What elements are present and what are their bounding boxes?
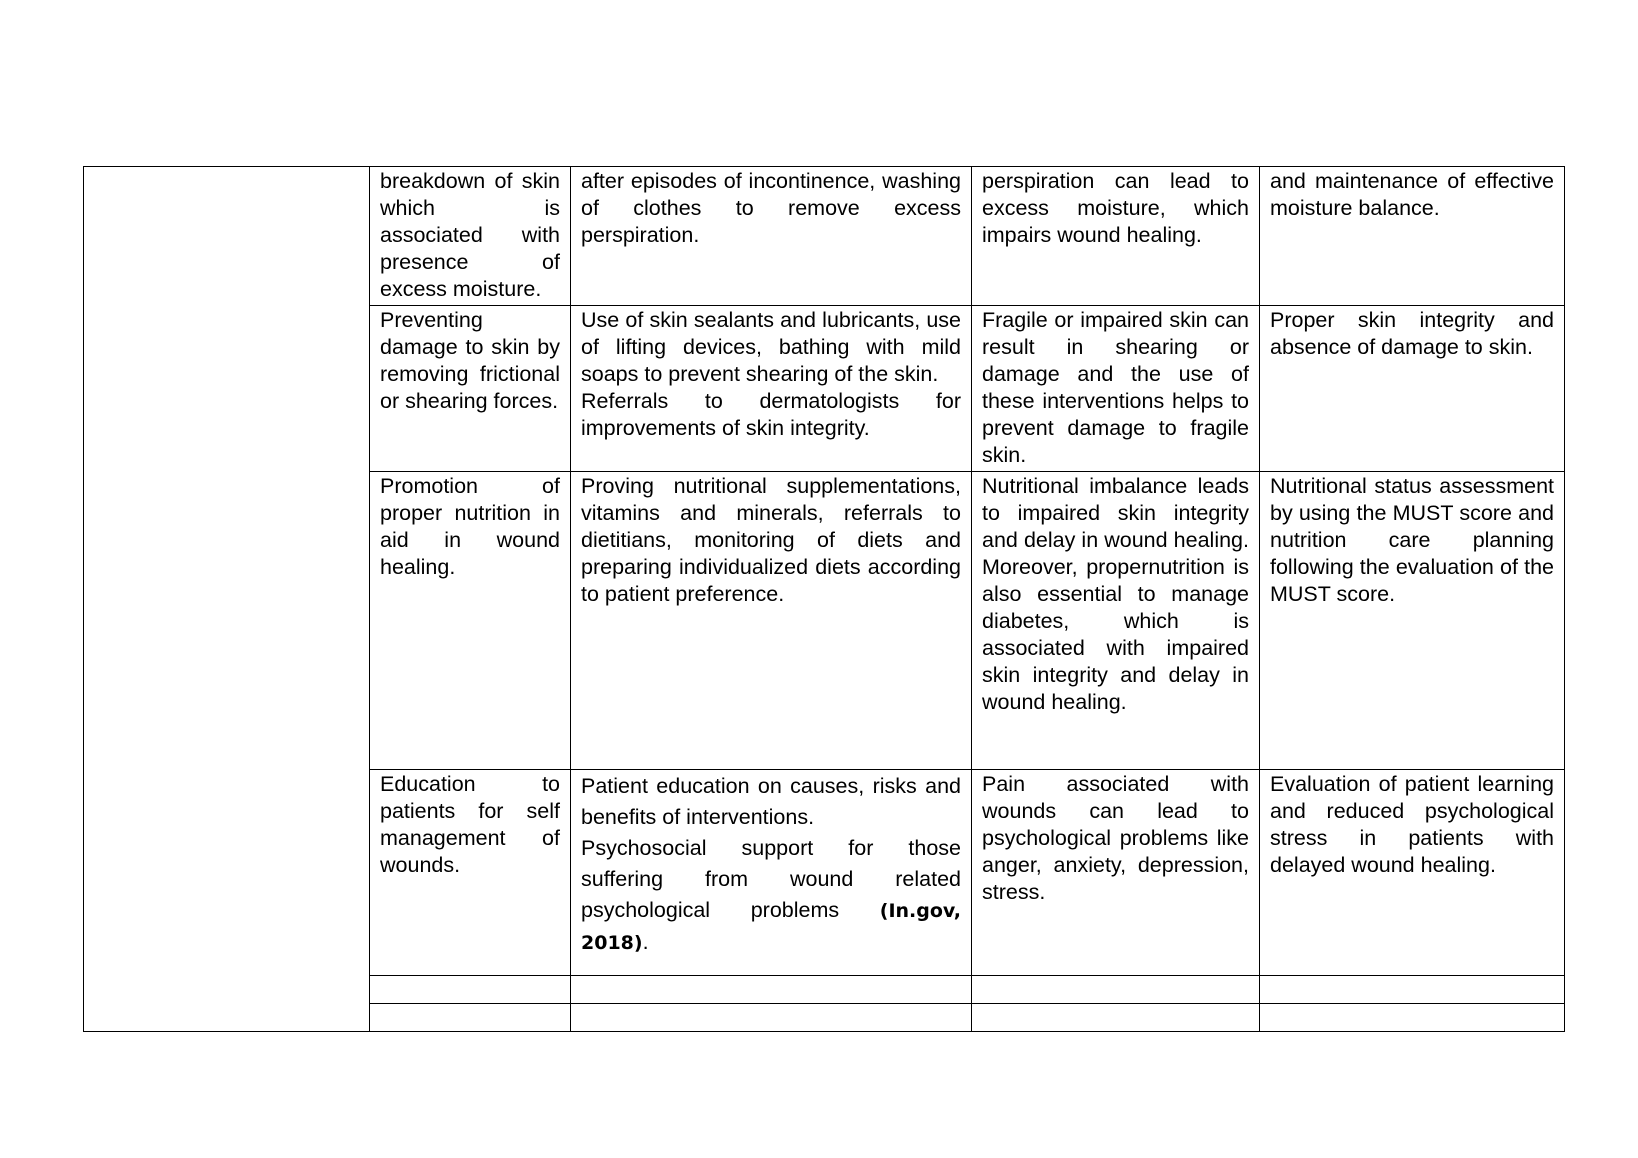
goal-cell: Promotion of proper nutrition in aid in wound healing.: [370, 472, 571, 770]
intervention-paragraph: Patient education on causes, risks and benefits of interventions.: [581, 774, 961, 829]
care-plan-table: [83, 166, 1565, 1032]
empty-cell: [370, 976, 571, 1004]
empty-cell: [1260, 1004, 1565, 1032]
evaluation-cell: Evaluation of patient learning and reduced psychological stress in patients with delayed wound healing.: [1260, 770, 1565, 976]
rationale-cell: perspiration can lead to excess moisture, which impairs wound healing.: [972, 167, 1260, 306]
empty-cell: [972, 976, 1260, 1004]
intervention-paragraph: Referrals to dermatologists for improvements of skin integrity.: [581, 389, 961, 440]
empty-cell: [1260, 976, 1565, 1004]
evaluation-cell: Proper skin integrity and absence of damage to skin.: [1260, 306, 1565, 472]
evaluation-cell: and maintenance of effective moisture balance.: [1260, 167, 1565, 306]
intervention-text: Psychosocial support for those suffering from wound related psychological problems: [581, 836, 961, 922]
citation: (In.gov, 2018): [581, 900, 961, 954]
empty-cell: [972, 1004, 1260, 1032]
rationale-cell: Fragile or impaired skin can result in shearing or damage and the use of these interventions helps to prevent damage to fragile skin.: [972, 306, 1260, 472]
empty-cell: [571, 976, 972, 1004]
evaluation-cell: Nutritional status assessment by using the MUST score and nutrition care planning following the evaluation of the MUST score.: [1260, 472, 1565, 770]
goal-cell: breakdown of skin which is associated with presence of excess moisture.: [370, 167, 571, 306]
table-row: [84, 167, 1565, 306]
rationale-cell: Nutritional imbalance leads to impaired skin integrity and delay in wound healing. Moreover, propernutrition is also essential to manage diabetes, which is associated with impaired skin integrity and delay in wound healing.: [972, 472, 1260, 770]
interventions-cell: Proving nutritional supplementations, vitamins and minerals, referrals to dietitians, monitoring of diets and preparing individualized diets according to patient preference.: [571, 472, 972, 770]
empty-cell: [571, 1004, 972, 1032]
rationale-cell: Pain associated with wounds can lead to psychological problems like anger, anxiety, depression, stress.: [972, 770, 1260, 976]
goal-cell: Preventing damage to skin by removing frictional or shearing forces.: [370, 306, 571, 472]
interventions-cell: [571, 770, 972, 976]
empty-cell: [370, 1004, 571, 1032]
intervention-paragraph: Use of skin sealants and lubricants, use of lifting devices, bathing with mild soaps to prevent shearing of the skin.: [581, 308, 961, 386]
goal-cell: Education to patients for self management of wounds.: [370, 770, 571, 976]
interventions-cell: [571, 306, 972, 472]
interventions-cell: after episodes of incontinence, washing of clothes to remove excess perspiration.: [571, 167, 972, 306]
intervention-paragraph: [581, 833, 961, 959]
diagnosis-cell: [84, 167, 370, 1032]
citation-end: .: [642, 930, 649, 954]
